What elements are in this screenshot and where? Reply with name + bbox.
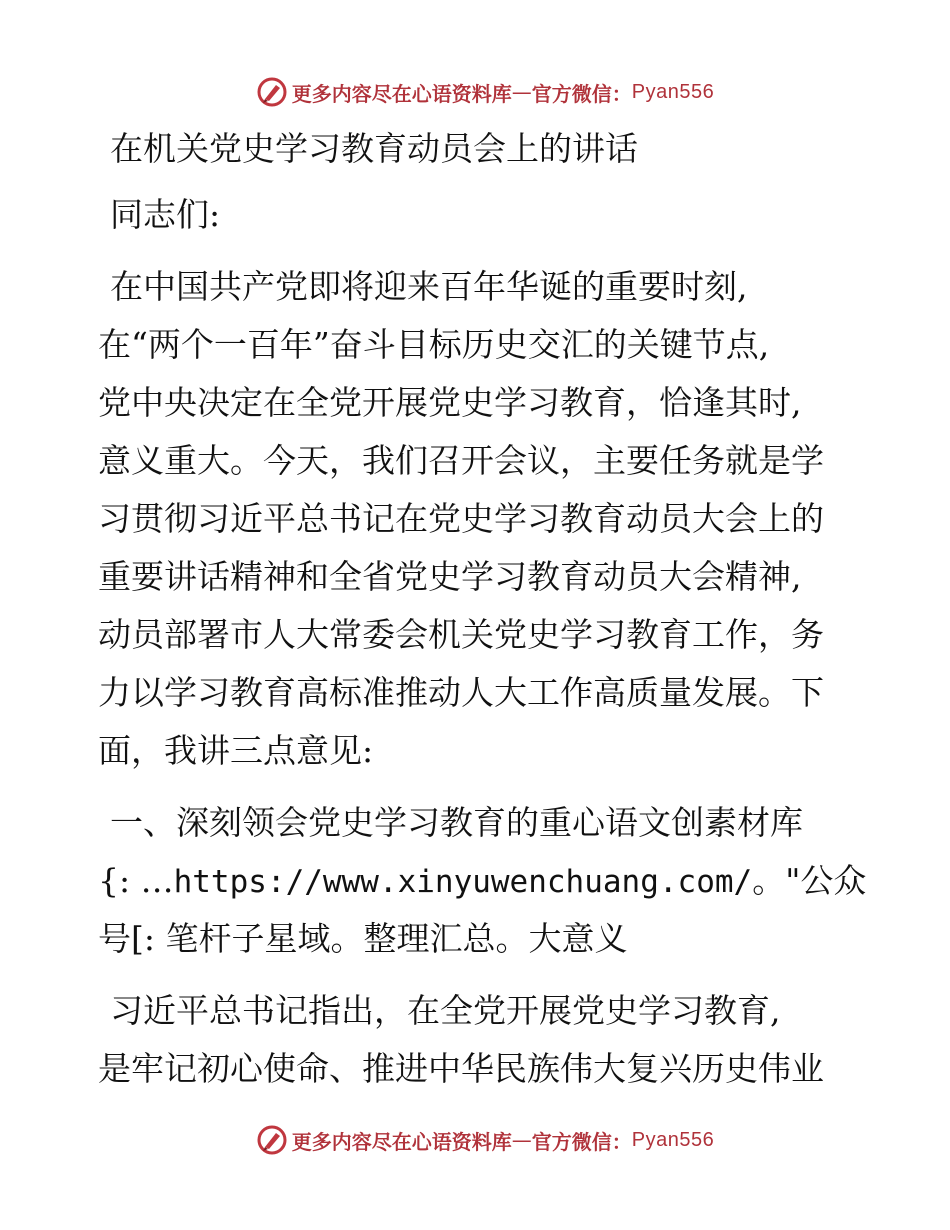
watermark-label: 官方微信： <box>531 1129 632 1154</box>
watermark-wechat-id: Pyan556 <box>631 1128 715 1151</box>
text-line: 习近平总书记指出，在全党开展党史学习教育, <box>110 991 781 1030</box>
text-line: 力以学习教育高标准推动人大工作高质量发展。下 <box>98 673 824 712</box>
document-title <box>98 120 858 178</box>
section-heading-1 <box>98 794 867 968</box>
watermark-brand: 更多内容尽在心语资料库 <box>291 81 512 106</box>
text-line: 面，我讲三点意见: <box>98 731 374 770</box>
watermark-wechat-id: Pyan556 <box>631 80 715 103</box>
text-line: 在中国共产党即将迎来百年华诞的重要时刻, <box>110 267 748 306</box>
text-line: 意义重大。今天，我们召开会议，主要任务就是学 <box>98 441 824 480</box>
heading-line: 号[: 笔杆子星域。整理汇总。大意义 <box>98 919 628 958</box>
heading-prefix: {: … <box>98 861 174 900</box>
greeting <box>98 186 858 244</box>
watermark-brand: 更多内容尽在心语资料库 <box>291 1129 512 1154</box>
watermark-dash: — <box>511 1128 532 1152</box>
title-text: 在机关党史学习教育动员会上的讲话 <box>110 129 638 168</box>
text-line: 重要讲话精神和全省党史学习教育动员大会精神, <box>98 557 802 596</box>
paragraph-intro <box>98 258 858 780</box>
watermark-dash: — <box>511 80 532 104</box>
heading-line <box>98 852 867 910</box>
pen-logo-icon <box>256 76 288 108</box>
header-watermark <box>0 72 950 112</box>
text-line: 党中央决定在全党开展党史学习教育，恰逢其时, <box>98 383 802 422</box>
heading-line: 一、深刻领会党史学习教育的重心语文创素材库 <box>110 803 803 842</box>
watermark-label: 官方微信： <box>531 81 632 106</box>
pen-logo-icon <box>256 1124 288 1156</box>
greeting-text: 同志们: <box>110 195 221 234</box>
paragraph-section-1 <box>98 982 858 1098</box>
text-line: 是牢记初心使命、推进中华民族伟大复兴历史伟业 <box>98 1049 824 1088</box>
footer-watermark <box>0 1120 950 1160</box>
document-body <box>98 120 867 1098</box>
text-line: 动员部署市人大常委会机关党史学习教育工作，务 <box>98 615 824 654</box>
text-line: 在“两个一百年”奋斗目标历史交汇的关键节点, <box>98 325 770 364</box>
website-link[interactable]: https://www.xinyuwenchuang.com/ <box>173 864 753 900</box>
text-line: 习贯彻习近平总书记在党史学习教育动员大会上的 <box>98 499 824 538</box>
heading-suffix: 。"公众 <box>752 861 867 900</box>
